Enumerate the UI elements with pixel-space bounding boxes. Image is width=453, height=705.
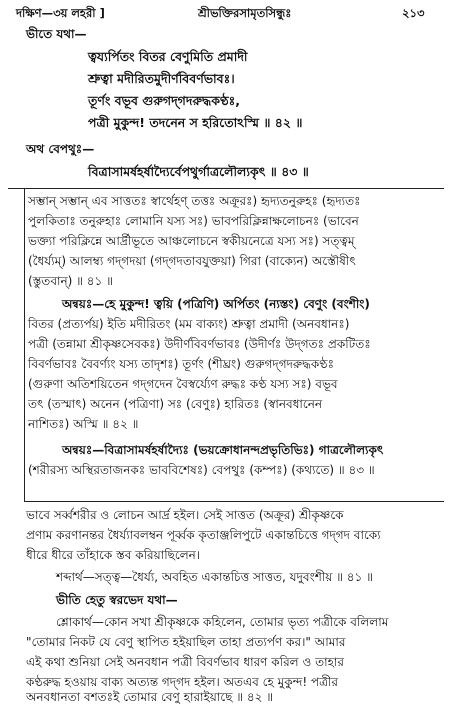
commentary-line: পত্রী (তন্নামা শ্রীকৃষ্ণসেবকঃ) উদীর্ণবিবর্ণভাবঃ (উদীর্ণঃ উদ্‌গতঃ প্রকটিতঃ [28, 337, 371, 351]
commentary-line: বিবর্ণভাবঃ বৈবর্ণ্যং যস্য তাদৃশঃ) তূর্ণং (শীঘ্রং) গুরুগদ্‌গদরুদ্ধকণ্ঠঃ [28, 357, 335, 371]
commentary-line: (স্তুতবান্) ॥ ৪১ ॥ [28, 274, 113, 288]
section-heading: ভীতি হেতু স্বরভেদ যথা— [56, 593, 178, 607]
verse-heading: অথ বেপথুঃ— [26, 142, 95, 156]
word-meaning-line: শব্দার্থ—সত্ত্ব—ধৈর্য্য, অবহিত একান্তচিত্ত সাত্তত, যদুবংশীয় ॥ ৪১ ॥ [56, 570, 373, 584]
running-header-left: দক্ষিণ—৩য় লহরী ] [16, 6, 105, 20]
commentary-line: (গুরুণা অতিশয়িতেন গদ্‌গদেন বৈস্বর্য্যেণ রুদ্ধঃ কণ্ঠ যস্য সঃ) বভূব [28, 377, 338, 391]
translation-line: "তোমার নিকট যে বেণু স্থাপিত হইয়াছিল তাহা প্রত্যর্পণ কর।" আমার [26, 635, 346, 649]
translation-line: এই কথা শুনিয়া সেই অনবধান পত্রী বিবর্ণভাব ধারণ করিল ও তাহার [26, 655, 344, 669]
commentary-line: তৎ (তস্মাৎ) অনেন (পত্রিণা) সঃ (বেণুঃ) হারিতঃ (স্বানবধানেন [28, 397, 323, 411]
verse-line: তূর্ণং বভূব গুরুগদ্‌গদরুদ্ধকণ্ঠঃ, [88, 93, 241, 108]
verse-meaning-line: শ্লোকার্থ—কোন সখা শ্রীকৃষ্ণকে কহিলেন, তোমার ভৃত্য পত্রীকে বলিলাম [56, 615, 389, 629]
commentary-line: পুলকিতাঃ তনুরুহাঃ লোমানি যস্য সঃ) ভাবপরিক্লিন্নাক্ষলোচনঃ (ভাবেন [28, 214, 359, 228]
verse-line: বিত্রাসামর্ষহর্ষাদ্যৈর্বেপথুর্গাত্রলৌল্যকৃৎ ॥ ৪৩ ॥ [88, 164, 309, 179]
running-header-title: শ্রীভক্তিরসামৃতসিন্ধুঃ [198, 6, 292, 20]
commentary-line: ভক্ত্যা পরিক্লিন্নে আর্দ্রীভূতে আঞ্চলোচনে স্বকীয়নেত্রে যস্য সঃ) সত্ত্বম্ [28, 234, 355, 248]
page-number: ২১৩ [402, 6, 425, 20]
translation-line: ভাবে সর্ব্বশরীর ও লোচন আর্দ্র হইল। সেই সাত্তত (অক্রূর) শ্রীকৃষ্ণকে [26, 508, 344, 522]
verse-line: পত্রী মুকুন্দ! তদনেন স হরিতোঽস্মি ॥ ৪২ ॥ [88, 115, 303, 130]
translation-line: অনবধানতা বশতঃই তোমার বেণু হারাইয়াছে ॥ ৪২ ॥ [26, 690, 274, 704]
verse-line: ত্বয্যর্পিতং বিতর বেণুমিতি প্রমাদী [88, 49, 248, 64]
commentary-line: সম্ভান্ সম্ভান্ এব সাত্ততঃ স্বার্থেহণ্ তত্তঃ অক্রূরঃ) হৃদ্যতনুরুহঃ (হৃদ্যতঃ [28, 194, 361, 208]
translation-line: প্রণাম করণানন্তর ধৈর্য্যাবলম্বন পূর্ব্বক কৃতাঞ্জলিপুটে একান্তচিত্তে গদ্‌গদ বাক্যে [26, 528, 381, 542]
commentary-line: নাশিতঃ) অস্মি ॥ ৪২ ॥ [28, 417, 139, 431]
verse-heading: ভীতে যথা— [26, 27, 87, 41]
anvaya-line: অন্বয়ঃ—হে মুকুন্দ! ত্বয়ি (পত্রিণি) অর্পিতং (ন্যস্তং) বেণুং (বংশীং) [62, 297, 370, 311]
section-divider [8, 188, 444, 189]
commentary-box-left-border [24, 188, 25, 501]
verse-line: শ্রুত্বা মদীরিতমুদীর্ণবিবর্ণভাবঃ। [88, 71, 235, 86]
commentary-line: (শরীরস্য অস্থিরতাজনকঃ ভাববিশেষঃ) বেপথুঃ (কম্পঃ) (কথ্যতে) ॥ ৪৩ ॥ [28, 463, 375, 477]
translation-line: কণ্ঠরুদ্ধ হওয়ায় বাক্য অত্যন্ত গদ্‌গদ হইল। অতএব হে মুকুন্দ! পত্রীর [26, 675, 338, 689]
commentary-line: (ধৈর্য্যম্) আলম্ব্য গদ্‌গদয়া (গদ্‌গদতাবযুক্তয়া) গিরা (বাক্যেন) অস্তৌষীৎ [28, 254, 356, 268]
translation-line: ধীরে ধীরে তাঁহাকে স্তব করিয়াছিলেন। [26, 548, 201, 562]
anvaya-line: অন্বয়ঃ—বিত্রাসামর্ষহর্ষাদ্যৈঃ (ভয়ক্রোধানন্দপ্রভৃতিভিঃ) গাত্রলৌল্যকৃৎ [62, 443, 384, 457]
section-divider [24, 501, 444, 502]
commentary-line: বিতর (প্রত্যর্পয়) ইতি মদীরিতং (মম বাক্যং) শ্রুত্বা প্রমাদী (অনবধানঃ) [28, 317, 350, 331]
